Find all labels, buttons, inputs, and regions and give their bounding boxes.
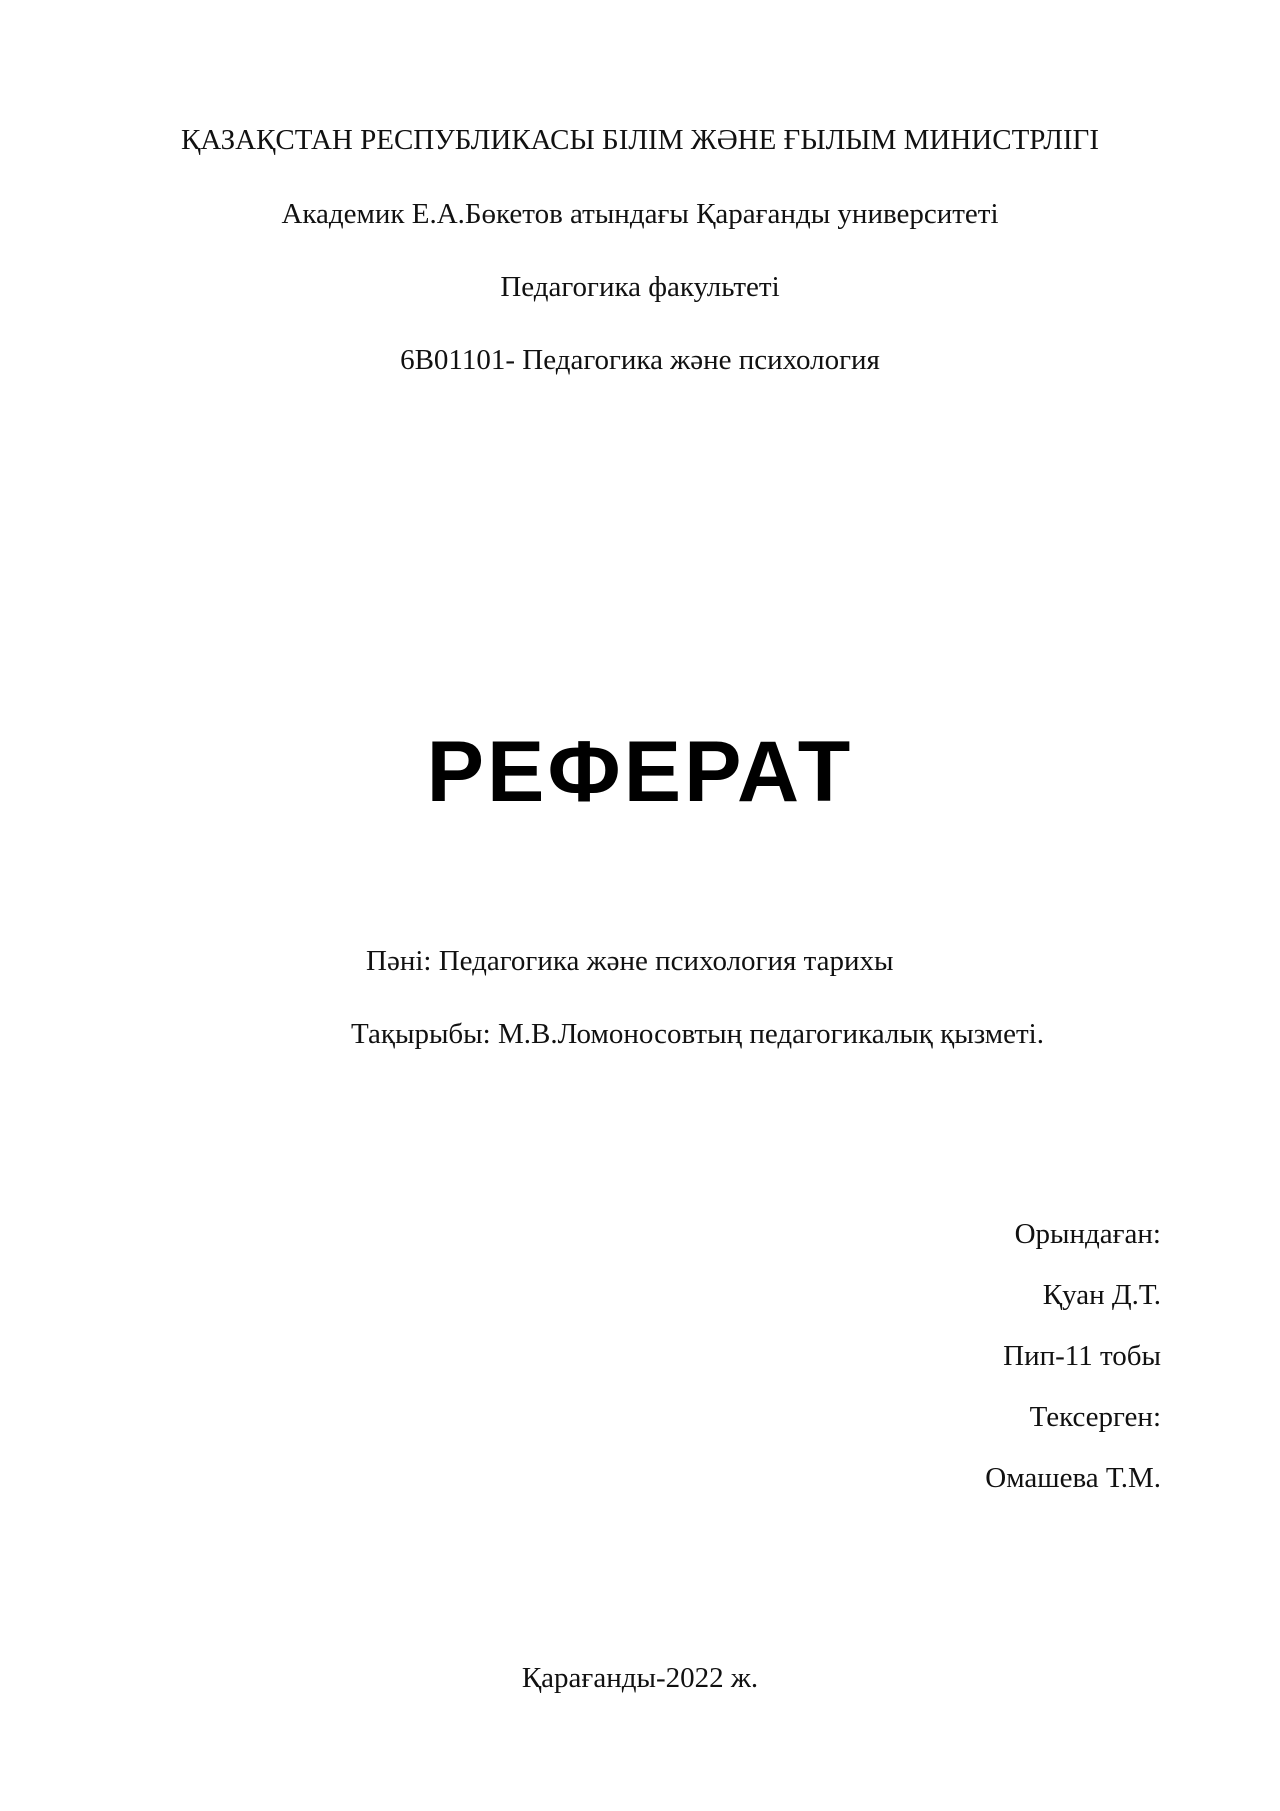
student-name: Қуан Д.Т. [1042, 1279, 1161, 1311]
document-title: РЕФЕРАТ [426, 724, 854, 820]
program-name: 6В01101- Педагогика және психология [400, 344, 880, 376]
university-name: Академик Е.А.Бөкетов атындағы Қарағанды университеті [281, 198, 999, 230]
teacher-name: Омашева Т.М. [985, 1462, 1161, 1494]
student-group: Пип-11 тобы [1003, 1340, 1161, 1372]
performed-by-label: Орындаған: [1014, 1218, 1161, 1250]
city-year: Қарағанды-2022 ж. [521, 1662, 759, 1694]
checked-by-label: Тексерген: [1029, 1401, 1161, 1433]
discipline-line: Пәні: Педагогика және психология тарихы [366, 945, 894, 977]
faculty-name: Педагогика факультеті [500, 271, 780, 303]
topic-line: Тақырыбы: М.В.Ломоносовтың педагогикалық қызметі. [351, 1018, 1044, 1050]
ministry-heading: ҚАЗАҚСТАН РЕСПУБЛИКАСЫ БІЛІМ ЖӘНЕ ҒЫЛЫМ МИНИСТРЛІГІ [181, 124, 1099, 156]
